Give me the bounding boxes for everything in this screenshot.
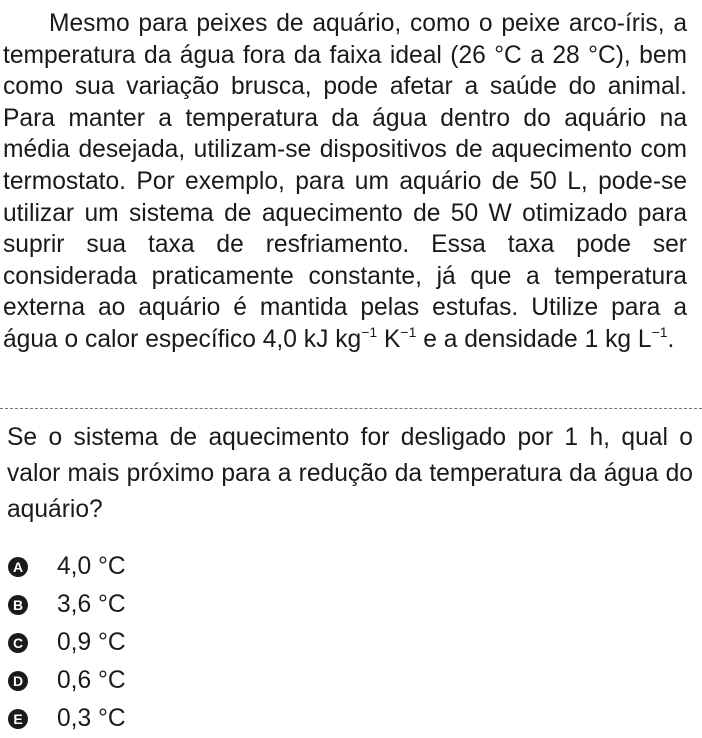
option-a-letter-icon: A — [8, 557, 28, 577]
option-e[interactable] — [8, 700, 126, 738]
option-d-text: 0,6 °C — [57, 667, 126, 694]
option-a[interactable] — [8, 548, 126, 586]
option-b-letter-icon: B — [8, 595, 28, 615]
exponent-kg: −1 — [361, 323, 378, 340]
option-b[interactable] — [8, 586, 126, 624]
option-c-text: 0,9 °C — [57, 629, 126, 656]
option-d[interactable] — [8, 662, 126, 700]
option-d-letter-icon: D — [8, 671, 28, 691]
option-e-text: 0,3 °C — [57, 705, 126, 732]
dashed-divider — [0, 408, 702, 409]
option-c-letter-icon: C — [8, 633, 28, 653]
exponent-k: −1 — [400, 323, 417, 340]
answer-options — [8, 548, 126, 738]
option-e-letter-icon: E — [8, 709, 28, 729]
passage-part-3: e a densidade 1 kg L — [416, 325, 652, 353]
question-stem: Se o sistema de aquecimento for desligado por 1 h, qual o valor mais próximo para a redução da temperatura da água do aquário? — [7, 424, 693, 523]
passage-text — [3, 8, 687, 356]
option-b-text: 3,6 °C — [57, 591, 126, 618]
passage-part-4: . — [667, 325, 675, 353]
passage-part-2: K — [377, 325, 401, 353]
exponent-l: −1 — [651, 323, 668, 340]
option-a-text: 4,0 °C — [57, 553, 126, 580]
passage-part-1: Mesmo para peixes de aquário, como o peixe arco-íris, a temperatura da água fora da faixa ideal (26 °C a 28 °C), bem como sua variação brusca, pode afetar a saúde do animal. Para manter a temperatura da água dentro do aquário na média desejada, utilizam-se dispositivos de aquecimento com termostato. Por exemplo, para um aquário de 50 L, pode-se utilizar um sistema de aquecimento de 50 W otimizado para suprir sua taxa de resfriamento. Essa taxa pode ser considerada praticamente constante, já que a temperatura externa ao aquário é mantida pelas estufas. Utilize para a água o calor específico 4,0 kJ kg — [3, 10, 687, 353]
option-c[interactable] — [8, 624, 126, 662]
